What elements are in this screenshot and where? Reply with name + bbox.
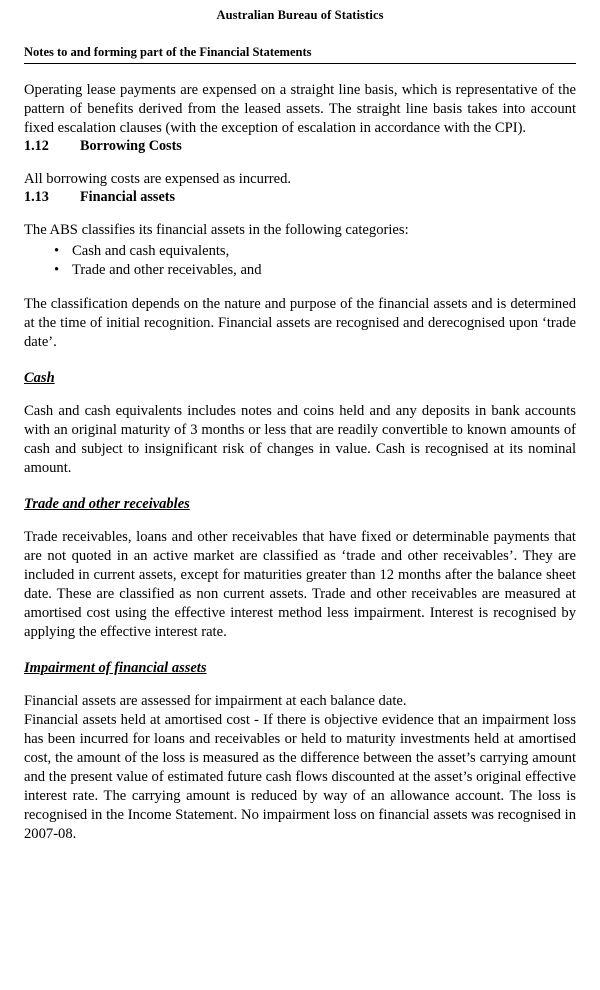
cash-paragraph: Cash and cash equivalents includes notes and coins held and any deposits in bank accounts with an original maturity of 3 months or less that are readily convertible to known amounts of cash and subject to insignificant risk of changes in value. Cash is recognised at its nominal amount. xyxy=(24,403,576,477)
notes-section-header-text: Notes to and forming part of the Financial Statements xyxy=(24,45,576,64)
subsection-cash-heading-wrap xyxy=(24,369,576,387)
section-number-1-13: 1.13 xyxy=(24,188,49,205)
document-page xyxy=(0,8,600,990)
section-heading-borrowing-costs xyxy=(24,138,576,155)
document-organisation-title: Australian Bureau of Statistics xyxy=(216,8,384,22)
subsection-heading-impairment-of-financial-assets: Impairment of financial assets xyxy=(24,659,207,676)
list-item: • Cash and cash equivalents, xyxy=(72,242,576,261)
financial-assets-lead-paragraph: The ABS classifies its financial assets in the following categories: xyxy=(24,221,409,238)
trade-and-other-receivables-paragraph: Trade receivables, loans and other receivables that have fixed or determinable payments that are not quoted in an active market are classified as ‘trade and other receivables’. They are included in current assets, except for maturities greater than 12 months after the balance sheet date. These are classified as non current assets. Trade and other receivables are measured at amortised cost using the effective interest method less impairment. Interest is recognised by applying the effective interest rate. xyxy=(24,529,576,640)
list-item: • Trade and other receivables, and xyxy=(72,261,576,280)
impairment-measurement-paragraph: Financial assets held at amortised cost - If there is objective evidence that an impairment loss has been incurred for loans and receivables or held to maturity investments held at amortised cost, the amount of the loss is measured as the difference between the asset’s carrying amount and the present value of estimated future cash flows discounted at the asset’s original effective interest rate. The carrying amount is reduced by way of an allowance account. The loss is recognised in the Income Statement. No impairment loss on financial assets was recognised in 2007-08. xyxy=(24,711,576,842)
section-title-financial-assets: Financial assets xyxy=(80,188,175,205)
notes-section-header xyxy=(24,45,576,64)
borrowing-costs-paragraph: All borrowing costs are expensed as incurred. xyxy=(24,170,292,187)
classification-paragraph: The classification depends on the nature and purpose of the financial assets and is determined at the time of initial recognition. Financial assets are recognised and derecognised upon ‘trade date’. xyxy=(24,296,576,351)
subsection-trade-receivables-heading-wrap xyxy=(24,495,576,513)
impairment-assessment-paragraph: Financial assets are assessed for impairment at each balance date. xyxy=(24,692,407,709)
section-title-borrowing-costs: Borrowing Costs xyxy=(80,137,182,154)
subsection-impairment-heading-wrap xyxy=(24,659,576,677)
subsection-heading-cash: Cash xyxy=(24,370,55,387)
section-number-1-12: 1.12 xyxy=(24,137,49,154)
section-heading-financial-assets xyxy=(24,189,576,206)
subsection-heading-trade-and-other-receivables: Trade and other receivables xyxy=(24,496,190,513)
financial-asset-categories-list xyxy=(24,242,576,281)
operating-lease-paragraph: Operating lease payments are expensed on a straight line basis, which is representative of the pattern of benefits derived from the leased assets. The straight line basis takes into account fixed escalation clauses (with the exception of escalation in accordance with the CPI). xyxy=(24,82,576,136)
